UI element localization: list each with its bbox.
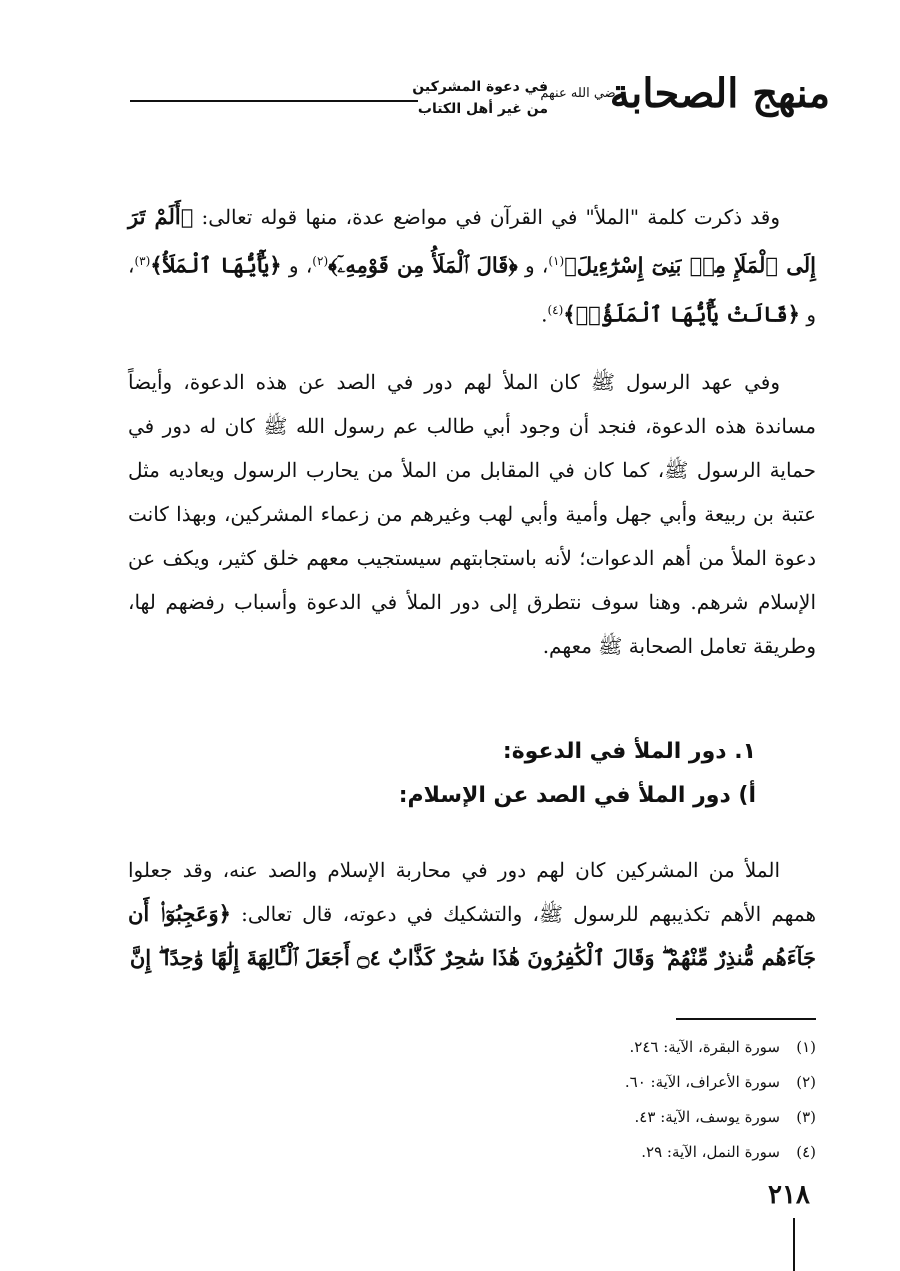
footnote-item <box>128 1135 816 1170</box>
paragraph-2-text: وفي عهد الرسول ﷺ كان الملأ لهم دور في الصد عن هذه الدعوة، وأيضاً مساندة هذه الدعوة، فنجد أن وجود أبي طالب عم رسول الله ﷺ كان له دور في حماية الرسول ﷺ، كما كان في المقابل من الملأ من يحارب الرسول ويعاديه مثل عتبة بن ربيعة وأبي جهل وأمية وأبي لهب وغيرهم من زعماء المشركين، وبهذا كانت دعوة الملأ من أهم الدعوات؛ لأنه باستجابتهم سيستجيب معهم خلق كثير، ويكف عن الإسلام شرهم. وهنا سوف نتطرق إلى دور الملأ في الدعوة وأسباب رفضهم لها، وطريقة تعامل الصحابة ﷺ معهم. <box>128 370 816 658</box>
paragraph-3 <box>128 848 816 980</box>
footnote-number: (٢) <box>796 1073 816 1091</box>
section-headings <box>128 730 816 818</box>
footnotes <box>128 1030 816 1170</box>
page-number-rule <box>793 1218 795 1271</box>
footnote-item <box>128 1030 816 1065</box>
header-rule <box>130 100 418 102</box>
quran-verse-2: ﴿قَالَ ٱلْمَلَأُ مِن قَوْمِهِۦٓ﴾ <box>328 252 518 278</box>
paragraph-1-end: . <box>541 302 548 327</box>
quran-verse-1: ﴿أَلَمْ تَرَ إِلَى ٱلْمَلَإِ مِنۢ بَنِىٓ إِسْرَٰٓءِيلَ﴾ <box>128 204 816 278</box>
footnote-ref-1: (١) <box>548 254 565 268</box>
quran-verse-4: ﴿قَالَتْ يَٰٓأَيُّهَا ٱلْمَلَؤُا۟﴾ <box>563 301 800 327</box>
footnote-number: (٤) <box>796 1143 816 1161</box>
footnote-text: سورة النمل، الآية: ٢٩. <box>641 1143 780 1161</box>
paragraph-1 <box>128 195 816 336</box>
footnote-text: سورة يوسف، الآية: ٤٣. <box>634 1108 780 1126</box>
subsection-heading: أ) دور الملأ في الصد عن الإسلام: <box>398 783 756 808</box>
footnote-number: (٣) <box>796 1108 816 1126</box>
footnote-ref-4: (٤) <box>547 302 564 317</box>
subtitle-line-2: من غير أهل الكتاب <box>417 101 548 117</box>
paragraph-2 <box>128 360 816 668</box>
footnote-text: سورة البقرة، الآية: ٢٤٦. <box>629 1038 780 1056</box>
section-heading: ١. دور الملأ في الدعوة: <box>502 739 756 764</box>
paragraph-3-text: الملأ من المشركين كان لهم دور في محاربة الإسلام والصد عنه، وقد جعلوا همهم الأهم تكذيبهم للرسول ﷺ، والتشكيك في دعوته، قال تعالى: <box>128 858 816 926</box>
separator-1: ، و <box>524 253 549 278</box>
footnote-item <box>128 1100 816 1135</box>
page-header <box>130 62 830 132</box>
book-logo: منهج الصحابة <box>609 70 830 117</box>
paragraph-1-intro: وقد ذكرت كلمة "الملأ" في القرآن في مواضع عدة، منها قوله تعالى: <box>201 205 781 229</box>
page-number: ٢١٨ <box>768 1180 810 1210</box>
footnote-item <box>128 1065 816 1100</box>
footnote-ref-2: (٢) <box>312 254 329 268</box>
footnote-ref-3: (٣) <box>134 254 151 268</box>
quran-verse-5: ﴿وَعَجِبُوٓا۟ أَن جَآءَهُم مُّنذِرٌ مِّنْهُمْ ۖ وَقَالَ ٱلْكَٰفِرُونَ هَٰذَا سَٰحِرٌ كَذَّابٌ ۝٤ أَجَعَلَ ٱلْـَٔالِهَةَ إِلَٰهًا وَٰحِدًا ۖ إِنَّ <box>128 901 816 970</box>
footnote-number: (١) <box>796 1038 816 1056</box>
footnote-divider <box>676 1018 816 1020</box>
footnote-text: سورة الأعراف، الآية: ٦٠. <box>624 1073 780 1091</box>
quran-verse-3: ﴿يَٰٓأَيُّهَا ٱلْمَلَأُ﴾ <box>150 252 282 278</box>
subtitle-line-1: في دعوة المشركين <box>412 79 548 95</box>
book-subtitle <box>412 76 548 120</box>
separator-3: ، و <box>128 253 816 327</box>
separator-2: ، و <box>288 253 313 278</box>
logo-honorific: رضي الله عنهم <box>540 86 622 101</box>
